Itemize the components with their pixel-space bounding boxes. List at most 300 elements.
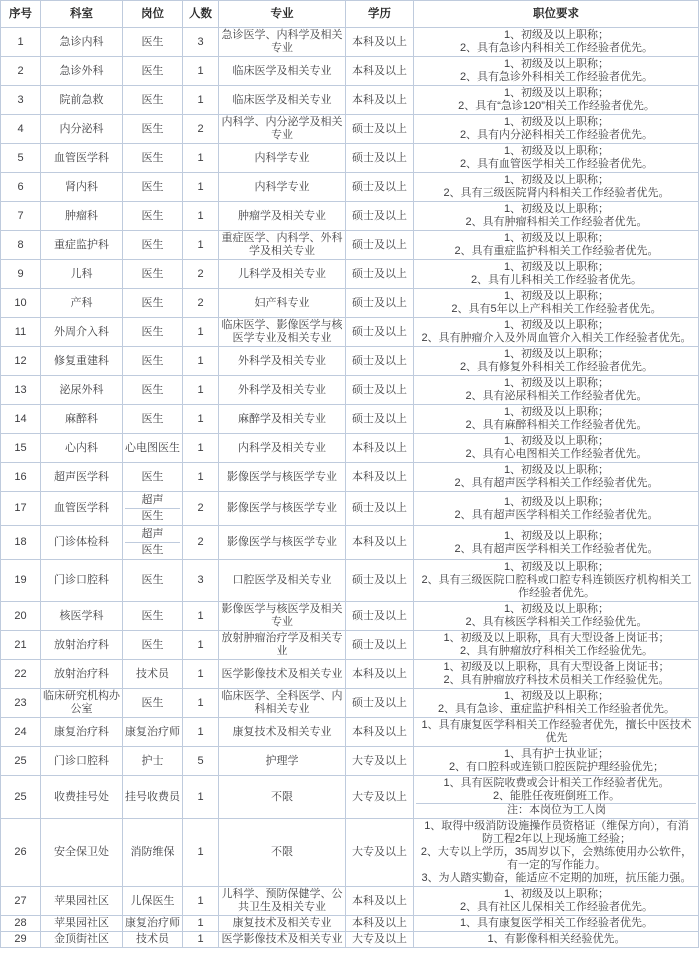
cell-degree: 大专及以上 — [346, 819, 414, 887]
cell-degree: 硕士及以上 — [346, 405, 414, 434]
cell-requirements — [414, 144, 699, 173]
cell-serial: 17 — [1, 492, 41, 526]
cell-department: 血管医学科 — [41, 492, 123, 526]
cell-headcount: 1 — [183, 660, 219, 689]
requirement-line: 2、具有肿瘤放疗科技术员相关工作经验优先。 — [443, 674, 670, 686]
table-row — [1, 602, 699, 631]
requirement-line: 2、具有血管医学相关工作经验者优先。 — [459, 158, 654, 170]
cell-headcount: 1 — [183, 602, 219, 631]
table-row — [1, 660, 699, 689]
cell-post: 医生 — [123, 347, 183, 376]
cell-requirements — [414, 463, 699, 492]
cell-serial: 1 — [1, 28, 41, 57]
cell-major: 肿瘤学及相关专业 — [219, 202, 346, 231]
table-header-row — [1, 1, 699, 28]
requirement-line: 2、具有修复外科相关工作经验者优先。 — [459, 361, 654, 373]
requirement-line: 1、初级及以上职称； — [503, 203, 610, 215]
cell-degree: 大专及以上 — [346, 747, 414, 776]
cell-degree: 本科及以上 — [346, 916, 414, 932]
cell-department: 金顶街社区 — [41, 932, 123, 948]
cell-post: 医生 — [123, 173, 183, 202]
requirement-line: 1、初级及以上职称； — [503, 561, 610, 573]
cell-headcount: 2 — [183, 492, 219, 526]
column-header-serial: 序号 — [1, 1, 41, 28]
cell-major: 影像医学与核医学专业 — [219, 492, 346, 526]
cell-requirements — [414, 57, 699, 86]
cell-requirements — [414, 28, 699, 57]
cell-requirements — [414, 689, 699, 718]
cell-degree: 本科及以上 — [346, 887, 414, 916]
cell-headcount: 3 — [183, 560, 219, 602]
table-row — [1, 887, 699, 916]
table-row — [1, 631, 699, 660]
cell-post: 医生 — [123, 202, 183, 231]
requirement-line: 2、具有急诊内科相关工作经验者优先。 — [459, 42, 654, 54]
cell-department: 肿瘤科 — [41, 202, 123, 231]
requirement-line: 1、有影像科相关经验优先。 — [487, 933, 626, 945]
requirement-line: 1、具有医院收费或会计相关工作经验者优先。 — [443, 777, 670, 789]
requirement-line: 1、初级及以上职称； — [503, 261, 610, 273]
cell-post: 医生 — [123, 115, 183, 144]
cell-post: 康复治疗师 — [123, 718, 183, 747]
cell-headcount: 1 — [183, 434, 219, 463]
table-row — [1, 560, 699, 602]
cell-requirements — [414, 526, 699, 560]
cell-degree: 硕士及以上 — [346, 202, 414, 231]
cell-requirements — [414, 718, 699, 747]
cell-requirements — [414, 289, 699, 318]
cell-department: 门诊体检科 — [41, 526, 123, 560]
table-row — [1, 718, 699, 747]
table-row — [1, 173, 699, 202]
cell-headcount: 2 — [183, 115, 219, 144]
cell-headcount: 1 — [183, 819, 219, 887]
cell-degree: 硕士及以上 — [346, 231, 414, 260]
cell-degree: 硕士及以上 — [346, 289, 414, 318]
cell-post: 心电图医生 — [123, 434, 183, 463]
cell-headcount: 2 — [183, 526, 219, 560]
cell-post: 医生 — [123, 376, 183, 405]
cell-department: 外周介入科 — [41, 318, 123, 347]
cell-headcount: 1 — [183, 718, 219, 747]
requirement-line: 2、具有社区儿保相关工作经验者优先。 — [459, 901, 654, 913]
cell-requirements — [414, 318, 699, 347]
cell-headcount: 3 — [183, 28, 219, 57]
cell-headcount: 1 — [183, 689, 219, 718]
cell-major: 不限 — [219, 776, 346, 819]
column-header-degree: 学历 — [346, 1, 414, 28]
cell-serial: 20 — [1, 602, 41, 631]
column-header-post: 岗位 — [123, 1, 183, 28]
column-header-dept: 科室 — [41, 1, 123, 28]
cell-headcount: 1 — [183, 405, 219, 434]
cell-serial: 11 — [1, 318, 41, 347]
column-header-count: 人数 — [183, 1, 219, 28]
cell-serial: 9 — [1, 260, 41, 289]
cell-post: 医生 — [123, 231, 183, 260]
requirement-line: 2、具有重症监护科相关工作经验者优先。 — [454, 245, 659, 257]
cell-degree: 本科及以上 — [346, 718, 414, 747]
cell-post: 医生 — [123, 86, 183, 115]
cell-post: 医生 — [123, 57, 183, 86]
table-row — [1, 289, 699, 318]
cell-major: 医学影像技术及相关专业 — [219, 660, 346, 689]
cell-headcount: 1 — [183, 202, 219, 231]
requirement-line: 2、具有肿瘤放疗科相关工作经验优先。 — [459, 645, 654, 657]
cell-post: 医生 — [123, 28, 183, 57]
cell-headcount: 5 — [183, 747, 219, 776]
cell-department: 血管医学科 — [41, 144, 123, 173]
cell-requirements — [414, 819, 699, 887]
cell-headcount: 2 — [183, 260, 219, 289]
table-row — [1, 463, 699, 492]
cell-requirements — [414, 932, 699, 948]
cell-degree: 本科及以上 — [346, 526, 414, 560]
requirement-line: 2、具有超声医学科相关工作经验者优先。 — [454, 477, 659, 489]
cell-headcount: 1 — [183, 932, 219, 948]
cell-serial: 4 — [1, 115, 41, 144]
cell-department: 放射治疗科 — [41, 660, 123, 689]
cell-requirements — [414, 660, 699, 689]
cell-major: 内科学专业 — [219, 173, 346, 202]
cell-major: 影像医学与核医学及相关专业 — [219, 602, 346, 631]
requirement-line: 1、初级及以上职称； — [503, 232, 610, 244]
cell-degree: 硕士及以上 — [346, 260, 414, 289]
cell-serial: 26 — [1, 819, 41, 887]
cell-serial: 29 — [1, 932, 41, 948]
cell-major: 外科学及相关专业 — [219, 376, 346, 405]
cell-serial: 16 — [1, 463, 41, 492]
requirement-line: 1、初级及以上职称； — [503, 319, 610, 331]
requirement-line: 1、具有康复医学科相关工作经验者优先，擅长中医技术优先 — [421, 719, 692, 744]
cell-major: 康复技术及相关专业 — [219, 916, 346, 932]
cell-requirements — [414, 260, 699, 289]
post-split-line: 超声 — [125, 527, 180, 543]
table-row — [1, 347, 699, 376]
cell-requirements — [414, 560, 699, 602]
table-row — [1, 28, 699, 57]
cell-headcount: 1 — [183, 57, 219, 86]
cell-department: 放射治疗科 — [41, 631, 123, 660]
cell-headcount: 1 — [183, 173, 219, 202]
cell-major: 急诊医学、内科学及相关专业 — [219, 28, 346, 57]
cell-serial: 23 — [1, 689, 41, 718]
cell-serial: 8 — [1, 231, 41, 260]
cell-department: 修复重建科 — [41, 347, 123, 376]
cell-degree: 本科及以上 — [346, 660, 414, 689]
cell-post: 医生 — [123, 689, 183, 718]
cell-requirements — [414, 776, 699, 819]
table-row — [1, 916, 699, 932]
table-row — [1, 202, 699, 231]
requirement-line: 2、大专以上学历，35周岁以下，会熟练使用办公软件，有一定的写作能力。 — [420, 846, 693, 871]
cell-requirements — [414, 376, 699, 405]
requirement-line: 2、具有三级医院肾内科相关工作经验者优先。 — [443, 187, 670, 199]
post-split-line: 超声 — [125, 493, 180, 509]
requirement-line: 2、具有急诊外科相关工作经验者优先。 — [459, 71, 654, 83]
cell-major: 临床医学、全科医学、内科相关专业 — [219, 689, 346, 718]
cell-degree: 本科及以上 — [346, 463, 414, 492]
cell-post-split — [123, 526, 183, 560]
cell-headcount: 1 — [183, 231, 219, 260]
cell-serial: 22 — [1, 660, 41, 689]
requirement-line: 1、初级及以上职称； — [503, 888, 610, 900]
table-row — [1, 144, 699, 173]
cell-serial: 10 — [1, 289, 41, 318]
cell-department: 苹果园社区 — [41, 916, 123, 932]
cell-serial: 6 — [1, 173, 41, 202]
cell-degree: 硕士及以上 — [346, 376, 414, 405]
cell-serial: 28 — [1, 916, 41, 932]
requirement-line: 1、初级及以上职称； — [503, 29, 610, 41]
cell-department: 急诊内科 — [41, 28, 123, 57]
requirement-line: 2、具有内分泌科相关工作经验者优先。 — [459, 129, 654, 141]
cell-degree: 硕士及以上 — [346, 631, 414, 660]
cell-major: 麻醉学及相关专业 — [219, 405, 346, 434]
requirement-line: 1、初级及以上职称； — [503, 87, 610, 99]
requirement-line: 2、具有儿科相关工作经验者优先。 — [470, 274, 643, 286]
cell-serial: 7 — [1, 202, 41, 231]
table-row — [1, 376, 699, 405]
cell-department: 泌尿外科 — [41, 376, 123, 405]
requirement-line: 3、为人踏实勤奋，能适应不定期的加班，抗压能力强。 — [421, 872, 692, 884]
cell-department: 超声医学科 — [41, 463, 123, 492]
cell-degree: 硕士及以上 — [346, 560, 414, 602]
column-header-major: 专业 — [219, 1, 346, 28]
requirement-line: 2、具有超声医学科相关工作经验者优先。 — [454, 508, 659, 521]
requirement-line: 2、具有麻醉科相关工作经验者优先。 — [465, 419, 648, 431]
cell-post: 儿保医生 — [123, 887, 183, 916]
cell-degree: 硕士及以上 — [346, 602, 414, 631]
cell-major: 儿科学及相关专业 — [219, 260, 346, 289]
cell-post: 医生 — [123, 463, 183, 492]
cell-headcount: 1 — [183, 347, 219, 376]
cell-post: 医生 — [123, 318, 183, 347]
cell-serial: 12 — [1, 347, 41, 376]
cell-requirements — [414, 347, 699, 376]
cell-degree: 硕士及以上 — [346, 689, 414, 718]
cell-requirements — [414, 115, 699, 144]
cell-degree: 硕士及以上 — [346, 318, 414, 347]
cell-post: 医生 — [123, 289, 183, 318]
cell-serial: 27 — [1, 887, 41, 916]
requirement-line: 2、具有三级医院口腔科或口腔专科连锁医疗机构相关工作经验者优先。 — [421, 574, 692, 599]
cell-post: 医生 — [123, 405, 183, 434]
cell-requirements — [414, 231, 699, 260]
requirement-line: 1、初级及以上职称； — [503, 377, 610, 389]
cell-serial: 13 — [1, 376, 41, 405]
cell-headcount: 1 — [183, 916, 219, 932]
cell-post-split — [123, 492, 183, 526]
cell-department: 康复治疗科 — [41, 718, 123, 747]
cell-department: 门诊口腔科 — [41, 560, 123, 602]
cell-requirements — [414, 631, 699, 660]
cell-requirements — [414, 434, 699, 463]
table-row — [1, 434, 699, 463]
cell-headcount: 1 — [183, 318, 219, 347]
cell-headcount: 1 — [183, 463, 219, 492]
requirement-line: 1、初级及以上职称； — [503, 406, 610, 418]
requirement-line: 2、具有泌尿科相关工作经验者优先。 — [465, 390, 648, 402]
cell-serial: 5 — [1, 144, 41, 173]
cell-department: 产科 — [41, 289, 123, 318]
requirement-line: 1、初级及以上职称； — [503, 495, 610, 508]
table-row — [1, 689, 699, 718]
cell-degree: 大专及以上 — [346, 932, 414, 948]
cell-headcount: 1 — [183, 776, 219, 819]
requirement-line: 1、初级及以上职称； — [503, 603, 610, 615]
cell-major: 临床医学及相关专业 — [219, 86, 346, 115]
cell-department: 内分泌科 — [41, 115, 123, 144]
cell-post: 消防维保 — [123, 819, 183, 887]
cell-post: 挂号收费员 — [123, 776, 183, 819]
cell-degree: 大专及以上 — [346, 776, 414, 819]
requirement-line: 2、具有心电图相关工作经验者优先。 — [465, 448, 648, 460]
cell-department: 院前急救 — [41, 86, 123, 115]
cell-major: 临床医学、影像医学与核医学专业及相关专业 — [219, 318, 346, 347]
cell-requirements — [414, 747, 699, 776]
requirement-line: 1、初级及以上职称； — [503, 174, 610, 186]
cell-major: 内科学专业 — [219, 144, 346, 173]
requirement-line: 2、具有肿瘤科相关工作经验者优先。 — [465, 216, 648, 228]
cell-department: 收费挂号处 — [41, 776, 123, 819]
cell-department: 重症监护科 — [41, 231, 123, 260]
cell-degree: 硕士及以上 — [346, 347, 414, 376]
cell-degree: 本科及以上 — [346, 434, 414, 463]
post-split-line: 医生 — [141, 544, 164, 556]
cell-major: 影像医学与核医学专业 — [219, 526, 346, 560]
table-row — [1, 932, 699, 948]
cell-post: 医生 — [123, 144, 183, 173]
requirement-line: 2、具有核医学科相关工作经验优先。 — [465, 616, 648, 628]
requirement-line: 1、初级及以上职称； — [503, 435, 610, 447]
cell-post: 康复治疗师 — [123, 916, 183, 932]
cell-post: 医生 — [123, 260, 183, 289]
table-row — [1, 86, 699, 115]
requirement-line: 1、取得中级消防设施操作员资格证（维保方向），有消防工程2年以上现场施工经验； — [424, 820, 689, 845]
cell-requirements — [414, 86, 699, 115]
requirement-line: 1、初级及以上职称； — [503, 116, 610, 128]
cell-degree: 本科及以上 — [346, 86, 414, 115]
cell-department: 安全保卫处 — [41, 819, 123, 887]
requirement-line: 1、初级及以上职称； — [503, 690, 610, 702]
cell-serial: 3 — [1, 86, 41, 115]
column-header-requirements: 职位要求 — [414, 1, 699, 28]
requirement-line: 1、初级及以上职称； — [503, 464, 610, 476]
cell-requirements — [414, 916, 699, 932]
worker-post-note: 注：本岗位为工人岗 — [416, 803, 696, 817]
cell-degree: 本科及以上 — [346, 57, 414, 86]
cell-requirements — [414, 405, 699, 434]
cell-department: 儿科 — [41, 260, 123, 289]
requirement-line: 2、具有“急诊120”相关工作经验者优先。 — [458, 100, 655, 112]
requirement-line: 2、能胜任夜班倒班工作。 — [492, 790, 621, 802]
requirement-line: 1、初级及以上职称； — [503, 290, 610, 302]
table-row — [1, 747, 699, 776]
cell-serial: 24 — [1, 718, 41, 747]
cell-headcount: 1 — [183, 86, 219, 115]
requirement-line: 1、初级及以上职称； — [503, 145, 610, 157]
cell-major: 放射肿瘤治疗学及相关专业 — [219, 631, 346, 660]
cell-requirements — [414, 887, 699, 916]
requirement-line: 1、初级及以上职称； — [503, 529, 610, 542]
table-row — [1, 492, 699, 526]
cell-headcount: 1 — [183, 631, 219, 660]
cell-major: 重症医学、内科学、外科学及相关专业 — [219, 231, 346, 260]
cell-serial: 21 — [1, 631, 41, 660]
table-row — [1, 776, 699, 819]
cell-serial: 25 — [1, 747, 41, 776]
table-row — [1, 115, 699, 144]
cell-degree: 硕士及以上 — [346, 173, 414, 202]
cell-major: 临床医学及相关专业 — [219, 57, 346, 86]
cell-department: 临床研究机构办公室 — [41, 689, 123, 718]
cell-post: 护士 — [123, 747, 183, 776]
cell-serial: 19 — [1, 560, 41, 602]
cell-headcount: 1 — [183, 376, 219, 405]
requirement-line: 1、具有护士执业证； — [503, 748, 610, 760]
cell-department: 门诊口腔科 — [41, 747, 123, 776]
requirement-line: 2、有口腔科或连锁口腔医院护理经验优先； — [448, 761, 665, 773]
cell-degree: 本科及以上 — [346, 28, 414, 57]
cell-department: 麻醉科 — [41, 405, 123, 434]
table-row — [1, 405, 699, 434]
cell-serial: 25 — [1, 776, 41, 819]
cell-department: 心内科 — [41, 434, 123, 463]
table-row — [1, 260, 699, 289]
cell-degree: 硕士及以上 — [346, 144, 414, 173]
cell-major: 影像医学与核医学专业 — [219, 463, 346, 492]
cell-department: 苹果园社区 — [41, 887, 123, 916]
cell-post: 医生 — [123, 631, 183, 660]
cell-major: 外科学及相关专业 — [219, 347, 346, 376]
cell-major: 护理学 — [219, 747, 346, 776]
cell-department: 核医学科 — [41, 602, 123, 631]
cell-major: 口腔医学及相关专业 — [219, 560, 346, 602]
table-row — [1, 231, 699, 260]
table-row — [1, 57, 699, 86]
cell-major: 内科学、内分泌学及相关专业 — [219, 115, 346, 144]
cell-post: 医生 — [123, 602, 183, 631]
cell-serial: 14 — [1, 405, 41, 434]
cell-major: 医学影像技术及相关专业 — [219, 932, 346, 948]
cell-major: 不限 — [219, 819, 346, 887]
cell-requirements — [414, 202, 699, 231]
requirement-line: 1、初级及以上职称，具有大型设备上岗证书； — [443, 632, 670, 644]
cell-requirements — [414, 173, 699, 202]
cell-requirements — [414, 492, 699, 526]
requirement-line: 2、具有5年以上产科相关工作经验者优先。 — [451, 303, 662, 315]
requirement-line: 2、具有肿瘤介入及外周血管介入相关工作经验者优先。 — [421, 332, 692, 344]
cell-headcount: 2 — [183, 289, 219, 318]
cell-major: 内科学及相关专业 — [219, 434, 346, 463]
requirement-line: 2、具有急诊、重症监护科相关工作经验者优先。 — [437, 703, 676, 715]
requirement-line: 1、初级及以上职称； — [503, 348, 610, 360]
cell-serial: 15 — [1, 434, 41, 463]
cell-major: 儿科学、预防保健学、公共卫生及相关专业 — [219, 887, 346, 916]
cell-post: 技术员 — [123, 660, 183, 689]
cell-post: 技术员 — [123, 932, 183, 948]
cell-degree: 硕士及以上 — [346, 492, 414, 526]
cell-headcount: 1 — [183, 144, 219, 173]
table-row — [1, 819, 699, 887]
requirement-line: 2、具有超声医学科相关工作经验者优先。 — [454, 542, 659, 555]
cell-major: 妇产科专业 — [219, 289, 346, 318]
cell-serial: 18 — [1, 526, 41, 560]
cell-serial: 2 — [1, 57, 41, 86]
cell-headcount: 1 — [183, 887, 219, 916]
cell-post: 医生 — [123, 560, 183, 602]
